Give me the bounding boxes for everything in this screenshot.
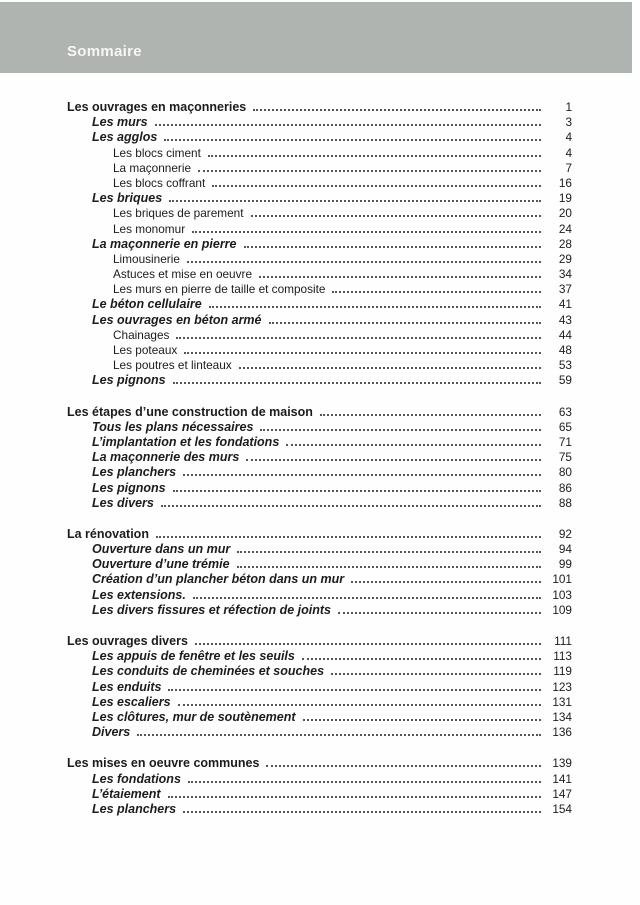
toc-entry-page-number: 92 <box>558 526 572 541</box>
toc-entry <box>67 465 572 480</box>
toc-entry-label: Le béton cellulaire <box>92 297 202 312</box>
toc-entry <box>67 787 572 802</box>
dot-leader <box>320 414 541 416</box>
dot-leader <box>183 811 541 813</box>
dot-leader <box>331 673 541 675</box>
dot-leader <box>173 490 541 492</box>
toc-entry <box>67 282 572 297</box>
toc-entry-page-number: 3 <box>565 115 572 130</box>
dot-leader <box>237 551 541 553</box>
toc-entry-page-number: 101 <box>552 572 572 587</box>
toc-entry-label: Les briques <box>92 191 163 206</box>
toc-entry-page-number: 154 <box>552 801 572 816</box>
toc-entry-page-number: 111 <box>554 634 572 648</box>
toc-entry-page-number: 29 <box>558 251 572 266</box>
toc-entry-label: Chainages <box>113 327 170 342</box>
dot-leader <box>173 382 541 384</box>
toc-entry <box>67 373 572 388</box>
toc-entry-page-number: 53 <box>558 358 572 373</box>
toc-entry <box>67 603 572 618</box>
toc-entry-page-number: 41 <box>558 297 572 312</box>
toc-entry-label: Les divers fissures et réfection de joints <box>92 602 331 617</box>
toc-entry-page-number: 4 <box>565 130 572 145</box>
toc-entry-label: Les monomur <box>113 221 186 236</box>
toc-entry-label: Les ouvrages en béton armé <box>92 312 262 327</box>
toc-entry <box>67 496 572 511</box>
toc-entry-page-number: 75 <box>558 450 572 465</box>
toc-entry-page-number: 48 <box>558 343 572 357</box>
toc-entry-page-number: 131 <box>552 694 572 709</box>
toc-entry <box>67 161 572 176</box>
dot-leader <box>302 658 541 660</box>
toc-section <box>67 756 572 817</box>
dot-leader <box>192 231 541 233</box>
toc-entry-label: Les briques de parement <box>113 206 244 221</box>
dot-leader <box>156 536 541 538</box>
toc-entry-page-number: 20 <box>558 206 572 221</box>
toc-entry-label: Les escaliers <box>92 694 171 709</box>
toc-section <box>67 100 572 389</box>
dot-leader <box>164 139 541 141</box>
toc-entry-label: L’étaiement <box>92 786 161 801</box>
dot-leader <box>137 734 541 736</box>
toc-entry <box>67 267 572 282</box>
dot-leader <box>155 124 541 126</box>
toc-entry-page-number: 1 <box>565 100 572 114</box>
toc-entry <box>67 772 572 787</box>
dot-leader <box>266 765 541 767</box>
toc-entry-page-number: 63 <box>558 404 572 419</box>
toc-entry-page-number: 16 <box>558 175 572 190</box>
dot-leader <box>208 155 541 157</box>
toc-entry-page-number: 71 <box>558 434 572 449</box>
dot-leader <box>269 322 541 324</box>
toc-entry-page-number: 4 <box>565 145 572 160</box>
toc-entry <box>67 756 572 771</box>
toc <box>67 100 572 817</box>
toc-entry <box>67 420 572 435</box>
dot-leader <box>193 597 541 599</box>
toc-entry-page-number: 24 <box>558 221 572 236</box>
toc-section <box>67 405 572 511</box>
toc-entry-label: Ouverture dans un mur <box>92 542 231 557</box>
dot-leader <box>188 781 541 783</box>
toc-entry <box>67 649 572 664</box>
dot-leader <box>168 796 541 798</box>
toc-entry-label: Les clôtures, mur de soutènement <box>92 709 296 724</box>
toc-entry <box>67 664 572 679</box>
toc-entry-label: Les fondations <box>92 771 181 786</box>
toc-entry-label: La rénovation <box>67 526 149 541</box>
dot-leader <box>332 291 541 293</box>
toc-entry-page-number: 88 <box>558 495 572 510</box>
dot-leader <box>168 689 541 691</box>
dot-leader <box>169 200 541 202</box>
toc-entry-label: Les extensions. <box>92 587 186 602</box>
toc-entry-page-number: 103 <box>552 587 572 602</box>
toc-entry-label: Les enduits <box>92 679 162 694</box>
toc-entry-page-number: 19 <box>558 191 572 206</box>
toc-entry-label: Les poutres et linteaux <box>113 358 232 373</box>
toc-entry-page-number: 141 <box>552 771 572 786</box>
toc-entry-label: La maçonnerie des murs <box>92 450 240 465</box>
toc-entry-page-number: 99 <box>558 557 572 572</box>
toc-entry-label: Ouverture d’une trémie <box>92 557 230 572</box>
toc-entry-label: La maçonnerie <box>113 160 192 175</box>
toc-entry-label: L’implantation et les fondations <box>92 434 280 449</box>
toc-entry <box>67 176 572 191</box>
toc-entry <box>67 115 572 130</box>
dot-leader <box>239 367 541 369</box>
toc-entry <box>67 222 572 237</box>
toc-entry-label: Les divers <box>92 495 154 510</box>
toc-entry-label: Les pignons <box>92 373 166 388</box>
toc-entry-label: Astuces et mise en oeuvre <box>113 267 253 282</box>
toc-entry-page-number: 147 <box>552 786 572 801</box>
toc-entry-page-number: 80 <box>558 465 572 480</box>
toc-entry-page-number: 134 <box>552 709 572 724</box>
toc-entry <box>67 725 572 740</box>
toc-entry <box>67 206 572 221</box>
toc-entry <box>67 680 572 695</box>
toc-entry-label: Les planchers <box>92 465 177 480</box>
toc-entry <box>67 237 572 252</box>
toc-entry <box>67 450 572 465</box>
toc-entry-label: Les pignons <box>92 480 166 495</box>
dot-leader <box>178 704 541 706</box>
toc-entry <box>67 634 572 649</box>
toc-entry-page-number: 136 <box>552 725 572 740</box>
toc-entry-page-number: 7 <box>565 160 572 175</box>
dot-leader <box>195 643 541 645</box>
dot-leader <box>351 581 541 583</box>
toc-entry-label: Les planchers <box>92 801 177 816</box>
toc-entry-page-number: 113 <box>553 649 572 664</box>
toc-entry <box>67 802 572 817</box>
toc-entry <box>67 191 572 206</box>
toc-entry-page-number: 86 <box>558 480 572 495</box>
toc-entry <box>67 100 572 115</box>
dot-leader <box>303 719 541 721</box>
toc-entry-label: Tous les plans nécessaires <box>92 419 254 434</box>
dot-leader <box>237 566 541 568</box>
page-title: Sommaire <box>67 43 142 60</box>
toc-entry-label: Les appuis de fenêtre et les seuils <box>92 649 295 664</box>
dot-leader <box>209 306 541 308</box>
toc-entry <box>67 527 572 542</box>
toc-entry <box>67 252 572 267</box>
dot-leader <box>244 246 541 248</box>
toc-entry-label: La maçonnerie en pierre <box>92 236 237 251</box>
toc-entry-label: Les blocs ciment <box>113 145 201 160</box>
dot-leader <box>176 337 541 339</box>
toc-entry-page-number: 123 <box>552 679 572 694</box>
toc-entry <box>67 343 572 358</box>
toc-entry-page-number: 109 <box>552 602 572 617</box>
toc-entry-label: Création d’un plancher béton dans un mur <box>92 572 345 587</box>
toc-entry-page-number: 43 <box>558 312 572 327</box>
dot-leader <box>251 215 541 217</box>
dot-leader <box>259 276 541 278</box>
toc-entry-label: Les agglos <box>92 130 158 145</box>
toc-entry <box>67 130 572 145</box>
toc-entry-label: Les blocs coffrant <box>113 175 206 190</box>
toc-entry <box>67 710 572 725</box>
toc-entry-page-number: 34 <box>558 267 572 282</box>
dot-leader <box>246 459 541 461</box>
toc-entry-page-number: 94 <box>558 542 572 557</box>
toc-entry-label: Les mises en oeuvre communes <box>67 756 260 771</box>
toc-entry <box>67 557 572 572</box>
toc-entry-page-number: 119 <box>553 664 572 679</box>
dot-leader <box>198 170 541 172</box>
dot-leader <box>260 429 541 431</box>
toc-entry <box>67 328 572 343</box>
toc-entry-label: Divers <box>92 725 131 740</box>
toc-entry <box>67 572 572 587</box>
toc-entry-label: Les poteaux <box>113 343 178 357</box>
toc-entry-page-number: 37 <box>558 282 572 297</box>
toc-entry <box>67 542 572 557</box>
toc-entry-page-number: 65 <box>558 419 572 434</box>
dot-leader <box>212 185 541 187</box>
toc-entry <box>67 297 572 312</box>
toc-entry-label: Les murs <box>92 115 148 130</box>
toc-entry <box>67 695 572 710</box>
toc-section <box>67 527 572 618</box>
dot-leader <box>161 505 541 507</box>
dot-leader <box>184 352 541 354</box>
toc-entry <box>67 435 572 450</box>
toc-entry <box>67 146 572 161</box>
toc-entry-page-number: 59 <box>558 373 572 388</box>
header-banner <box>0 2 632 73</box>
dot-leader <box>338 612 541 614</box>
toc-entry <box>67 588 572 603</box>
toc-entry <box>67 481 572 496</box>
toc-entry-label: Les ouvrages divers <box>67 634 188 648</box>
toc-entry <box>67 358 572 373</box>
toc-entry <box>67 313 572 328</box>
toc-section <box>67 634 572 740</box>
toc-entry-label: Les étapes d’une construction de maison <box>67 404 313 419</box>
toc-entry-page-number: 139 <box>552 756 572 771</box>
toc-entry-label: Les ouvrages en maçonneries <box>67 100 247 114</box>
toc-entry <box>67 405 572 420</box>
toc-entry-label: Les murs en pierre de taille et composite <box>113 282 326 297</box>
dot-leader <box>187 261 541 263</box>
dot-leader <box>253 109 541 111</box>
dot-leader <box>183 474 541 476</box>
dot-leader <box>286 444 541 446</box>
toc-entry-label: Les conduits de cheminées et souches <box>92 664 325 679</box>
toc-entry-page-number: 44 <box>558 327 572 342</box>
toc-entry-page-number: 28 <box>558 236 572 251</box>
toc-entry-label: Limousinerie <box>113 251 180 266</box>
